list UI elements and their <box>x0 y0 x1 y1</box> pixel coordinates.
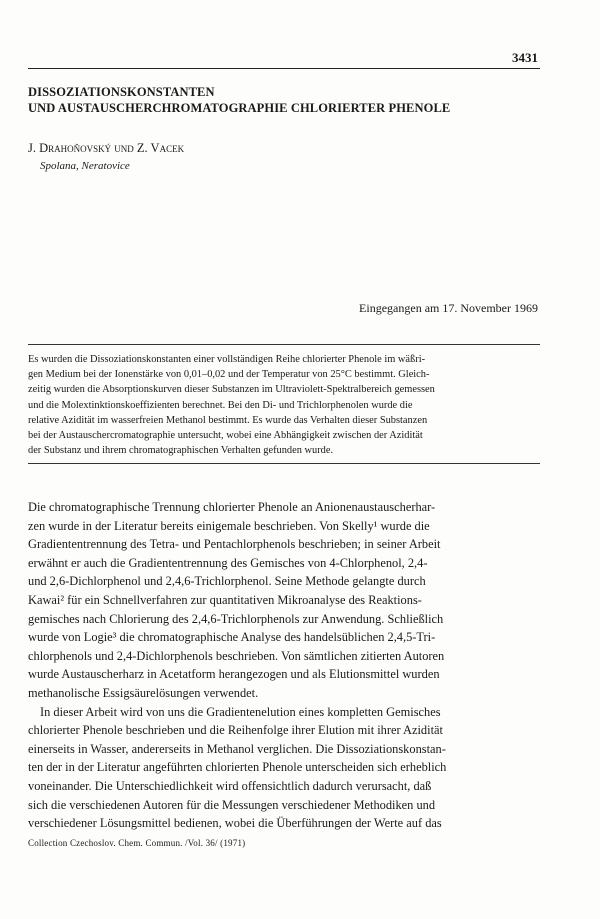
abstract-line: bei der Austauschercromatographie untersucht, wobei eine Abhängigkeit zwischen der Azidität <box>28 430 423 442</box>
abstract-line: Es wurden die Dissoziationskonstanten einer vollständigen Reihe chlorierter Phenole im wäßri- <box>28 354 426 365</box>
abstract-line: der Substanz und ihrem chromatographischen Verhalten gefunden wurde. <box>28 445 334 457</box>
authors: J. Drahoňovský und Z. Vacek <box>28 141 185 155</box>
body-line: und 2,6-Dichlorphenol und 2,4,6-Trichlorphenol. Seine Methode gelangte durch <box>28 574 426 589</box>
received-date: Eingegangen am 17. November 1969 <box>359 301 538 315</box>
body-line: chlorierter Phenole beschrieben und die Reihenfolge ihrer Elution mit ihrer Azidität <box>28 723 443 738</box>
body-line: Gradiententrennung des Tetra- und Pentachlorphenols beschrieben; in seiner Arbeit <box>28 537 441 552</box>
journal-footer: Collection Czechoslov. Chem. Commun. /Vol. 36/ (1971) <box>28 838 246 848</box>
affiliation: Spolana, Neratovice <box>40 160 130 172</box>
abstract-line: relative Azidität im wasserfreien Methanol bestimmt. Es wurde das Verhalten dieser Substanzen <box>28 414 428 426</box>
title-line: UND AUSTAUSCHERCHROMATOGRAPHIE CHLORIERTER PHENOLE <box>28 101 451 115</box>
body-line: methanolische Essigsäurelösungen verwendet. <box>28 685 259 700</box>
body-line: sich die verschiedenen Autoren für die Messungen verschiedener Methodiken und <box>28 797 436 812</box>
body-line: zen wurde in der Literatur bereits einigemale beschrieben. Von Skelly¹ wurde die <box>28 518 430 533</box>
body-line: wurde von Logie³ die chromatographische Analyse des handelsüblichen 2,4,5-Tri- <box>28 630 436 645</box>
page-number: 3431 <box>512 50 538 65</box>
body-line: verschiedener Lösungsmittel bedienen, wobei die Überführungen der Werte auf das <box>28 816 442 831</box>
body-text <box>28 498 540 833</box>
abstract <box>28 352 540 458</box>
body-line: wurde Austauscherharz in Acetatform herangezogen und als Elutionsmittel wurden <box>28 667 440 682</box>
body-line: Die chromatographische Trennung chlorierter Phenole an Anionenaustauscherhar- <box>28 500 436 514</box>
abstract-line: gen Medium bei der Ionenstärke von 0,01–0,02 und der Temperatur von 25°C bestimmt. Gleich- <box>28 369 430 381</box>
body-line: gemisches nach Chlorierung des 2,4,6-Trichlorphenols zur Anwendung. Schließlich <box>28 611 444 626</box>
abstract-line: zeitig wurden die Absorptionskurven dieser Substanzen im Ultraviolett-Spektralbereich gemessen <box>28 384 435 396</box>
body-line: Kawai² für ein Schnellverfahren zur quantitativen Mikroanalyse des Reaktions- <box>28 592 422 607</box>
header-rule <box>28 68 540 69</box>
title-line: DISSOZIATIONSKONSTANTEN <box>28 85 215 99</box>
abstract-top-rule <box>28 344 540 345</box>
body-line: einerseits in Wasser, andererseits in Methanol verglichen. Die Dissoziationskonstan- <box>28 741 446 756</box>
abstract-bottom-rule <box>28 463 540 464</box>
article-title <box>28 84 548 116</box>
body-line: ten der in der Literatur angeführten chlorierten Phenole unterscheiden sich erheblich <box>28 760 447 775</box>
body-line: In dieser Arbeit wird von uns die Gradientenelution eines kompletten Gemisches <box>40 704 441 719</box>
abstract-line: und die Molextinktionskoeffizienten berechnet. Bei den Di- und Trichlorphenolen wurde die <box>28 399 413 411</box>
body-line: chlorphenols und 2,4-Dichlorphenols beschrieben. Von sämtlichen zitierten Autoren <box>28 648 445 663</box>
body-line: erwähnt er auch die Gradiententrennung des Gemisches von 4-Chlorphenol, 2,4- <box>28 555 428 570</box>
body-line: voneinander. Die Unterschiedlichkeit wird offensichtlich dadurch verursacht, daß <box>28 778 432 793</box>
